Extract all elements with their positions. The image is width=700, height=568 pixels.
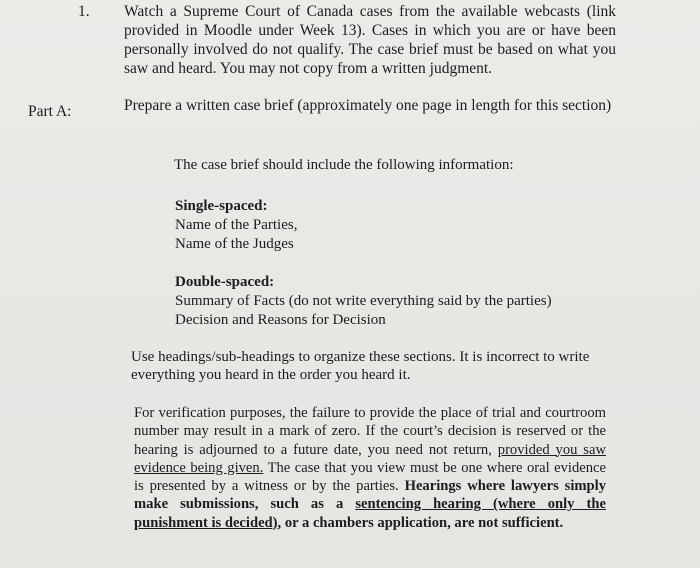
verification-text: The case that you view must be one where oral evidence is presented by a witness or by the parties.: [134, 459, 606, 495]
item-number: 1.: [78, 3, 90, 20]
part-a-label: Part A:: [28, 103, 72, 120]
single-spaced-heading: Single-spaced:: [175, 198, 268, 214]
double-spaced-item: Decision and Reasons for Decision: [175, 312, 386, 328]
double-spaced-heading: Double-spaced:: [175, 274, 275, 290]
verification-text: For verification purposes, the failure to provide the place of trial and courtroom number may result in a mark of zero. If the court’s decision is reserved or the hearing is adjourned to a future date, you need not return,: [134, 405, 606, 458]
single-spaced-item: Name of the Judges: [175, 236, 294, 252]
verification-paragraph: [134, 404, 606, 532]
single-spaced-section: [175, 197, 297, 254]
verification-bold-text: Hearings where lawyers simply make submissions, such as a: [134, 478, 607, 513]
part-a-description: Prepare a written case brief (approximately one page in length for this section): [124, 97, 612, 114]
single-spaced-item: Name of the Parties,: [175, 217, 298, 233]
double-spaced-item: Summary of Facts (do not write everything said by the parties): [175, 293, 552, 309]
assignment-instructions: Watch a Supreme Court of Canada cases from the available webcasts (link provided in Moodle under Week 13). Cases in which you are or have been personally involved do not qualify. The case brief must be based on what you saw and heard. You may not copy from a written judgment.: [124, 3, 616, 77]
verification-bold-text: , or a chambers application, are not sufficient.: [277, 514, 564, 531]
info-intro: The case brief should include the following information:: [174, 157, 514, 173]
double-spaced-section: [175, 273, 552, 330]
verification-bold-underlined-text: sentencing hearing (where only the punishment is decided): [134, 496, 606, 531]
verification-underlined-text: provided you saw evidence being given.: [134, 441, 606, 476]
headings-note: Use headings/sub-headings to organize these sections. It is incorrect to write everything you heard in the order you heard it.: [131, 349, 590, 383]
